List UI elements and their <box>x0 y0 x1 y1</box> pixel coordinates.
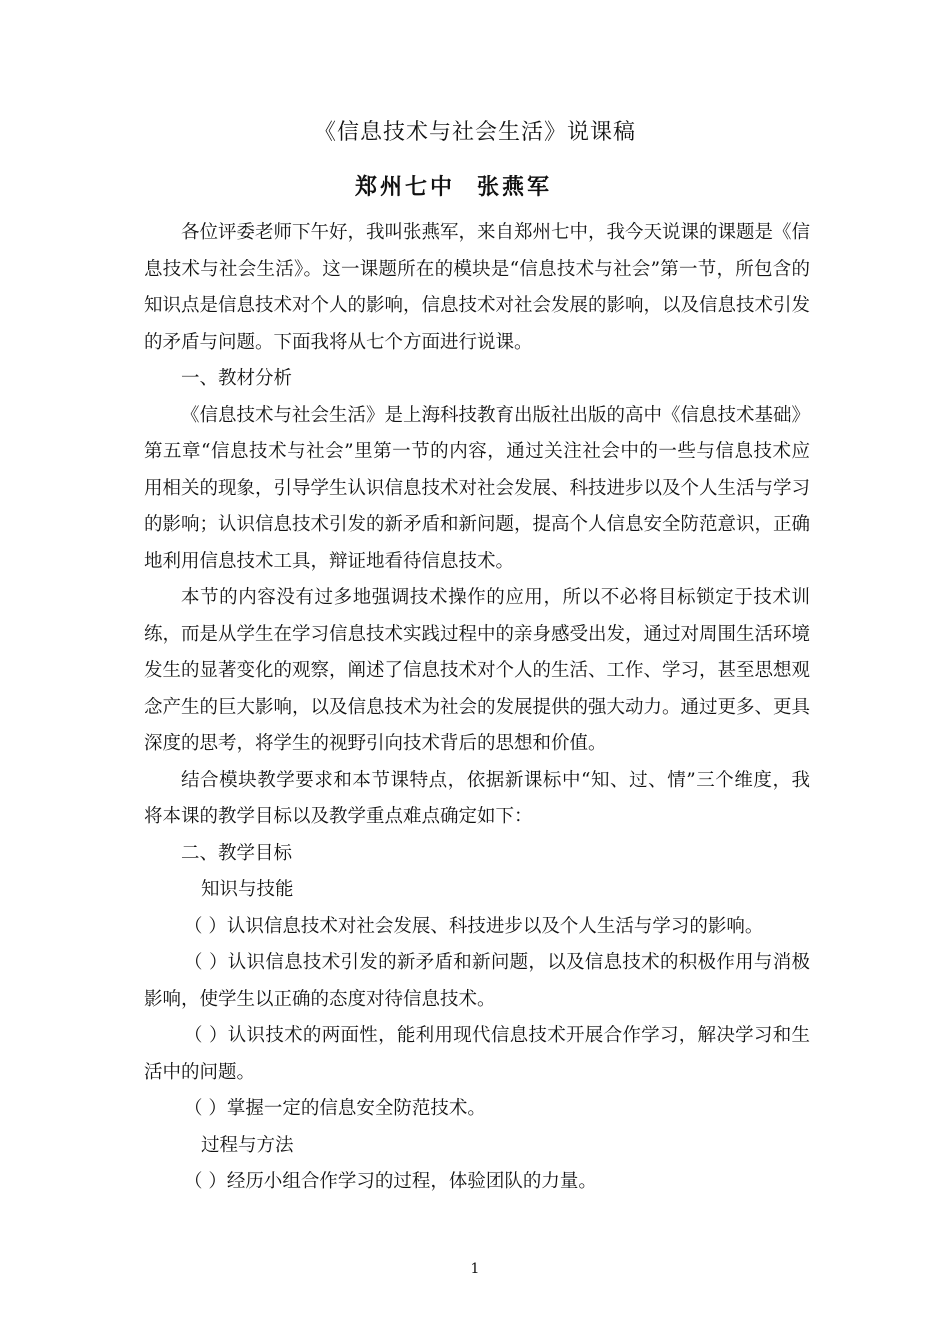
subheading-process-method: 过程与方法 <box>201 1134 294 1156</box>
list-item: （ ）掌握一定的信息安全防范技术。 <box>184 1098 486 1119</box>
intro-paragraph: 各位评委老师下午好，我叫张燕军，来自郑州七中，我今天说课的课题是《信息技术与社会生活》。这一课题所在的模块是“信息技术与社会”第一节，所包含的知识点是信息技术对个人的影响，信息技术对社会发展的影响，以及信息技术引发的矛盾与问题。下面我将从七个方面进行说课。 <box>144 222 811 353</box>
list-item: （ ）认识技术的两面性，能利用现代信息技术开展合作学习，解决学习和生活中的问题。 <box>144 1025 810 1083</box>
document-title: 《信息技术与社会生活》说课稿 <box>313 120 636 145</box>
section-heading-textbook-analysis: 一、教材分析 <box>181 368 293 389</box>
subheading-knowledge-skills: 知识与技能 <box>201 879 294 900</box>
list-item: （ ）认识信息技术对社会发展、科技进步以及个人生活与学习的影响。 <box>184 915 764 937</box>
page-number: 1 <box>470 1261 480 1277</box>
body-paragraph: 本节的内容没有过多地强调技术操作的应用，所以不必将目标锁定于技术训练，而是从学生在学习信息技术实践过程中的亲身感受出发，通过对周围生活环境发生的显著变化的观察，阐述了信息技术对个人的生活、工作、学习，甚至思想观念产生的巨大影响，以及信息技术为社会的发展提供的强大动力。通过更多、更具深度的思考，将学生的视野引向技术背后的思想和价值。 <box>144 587 811 754</box>
author-school: 郑州七中 <box>355 175 456 200</box>
author-name: 张燕军 <box>477 175 553 200</box>
list-item: （ ）认识信息技术引发的新矛盾和新问题，以及信息技术的积极作用与消极影响，使学生以正确的态度对待信息技术。 <box>144 952 810 1010</box>
list-item: （ ）经历小组合作学习的过程，体验团队的力量。 <box>184 1171 597 1192</box>
body-paragraph: 结合模块教学要求和本节课特点，依据新课标中“知、过、情”三个维度，我将本课的教学目标以及教学重点难点确定如下： <box>144 769 810 827</box>
body-paragraph: 《信息技术与社会生活》是上海科技教育出版社出版的高中《信息技术基础》第五章“信息技术与社会”里第一节的内容，通过关注社会中的一些与信息技术应用相关的现象，引导学生认识信息技术对社会发展、科技进步以及个人生活与学习的影响；认识信息技术引发的新矛盾和新问题，提高个人信息安全防范意识，正确地利用信息技术工具，辩证地看待信息技术。 <box>144 404 811 572</box>
document-body <box>144 215 810 1201</box>
section-heading-teaching-goals: 二、教学目标 <box>181 842 293 864</box>
